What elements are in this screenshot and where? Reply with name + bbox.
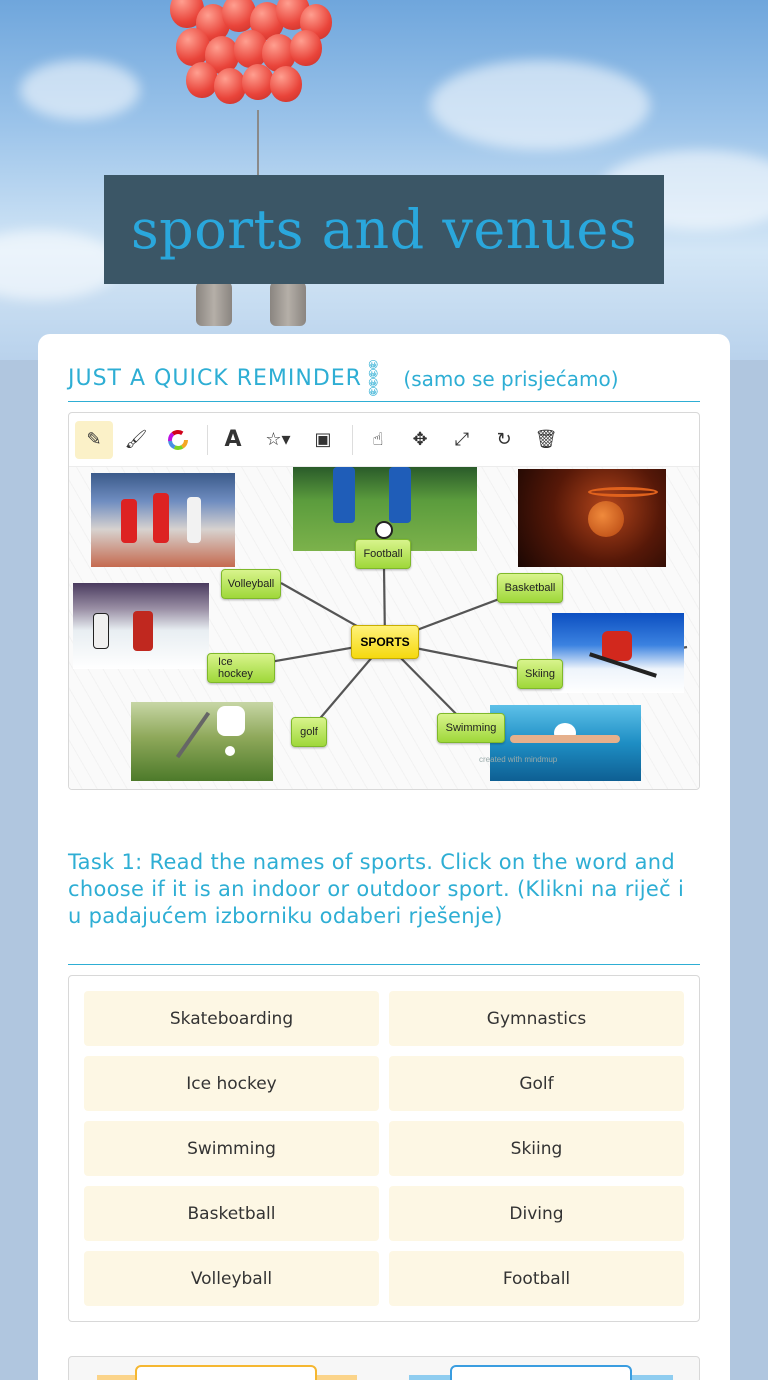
drawing-widget[interactable] — [68, 412, 700, 790]
image-icon[interactable]: ▣ — [314, 429, 332, 450]
sorting-area — [68, 1356, 700, 1380]
word-item-skateboarding[interactable]: Skateboarding — [84, 991, 379, 1046]
word-item-gymnastics[interactable]: Gymnastics — [389, 991, 684, 1046]
word-item-football[interactable]: Football — [389, 1251, 684, 1306]
node-golf[interactable]: golf — [291, 717, 327, 747]
smiley-icon: 😀 — [367, 386, 380, 398]
smiley-icon: 😀 — [367, 368, 380, 380]
word-item-basketball[interactable]: Basketball — [84, 1186, 379, 1241]
outdoor-bucket[interactable] — [450, 1365, 632, 1380]
mindmap-watermark: created with mindmup — [479, 755, 558, 764]
word-item-diving[interactable]: Diving — [389, 1186, 684, 1241]
move-icon[interactable]: ✥ — [412, 429, 428, 450]
node-ice-hockey[interactable]: Ice hockey — [207, 653, 275, 683]
expand-icon[interactable]: ⤢ — [454, 429, 470, 450]
node-volleyball[interactable]: Volleyball — [221, 569, 281, 599]
color-wheel-icon[interactable] — [159, 421, 197, 459]
task1-heading: Task 1: Read the names of sports. Click on the word and choose if it is an indoor or outdoor sport. (Klikni na riječ i u padajućem izborniku odaberi rješenje) — [68, 849, 700, 965]
indoor-bucket[interactable] — [135, 1365, 317, 1380]
word-item-ice-hockey[interactable]: Ice hockey — [84, 1056, 379, 1111]
toolbar-divider — [207, 425, 208, 455]
cloud — [20, 60, 140, 120]
node-sports-center[interactable]: SPORTS — [351, 625, 419, 659]
emoji-stack — [368, 361, 379, 397]
pencil-icon[interactable]: ✎ — [75, 421, 113, 459]
reminder-heading — [68, 356, 700, 402]
golf-photo — [131, 702, 273, 781]
text-icon[interactable]: A — [224, 427, 242, 452]
redo-icon[interactable]: ↻ — [496, 429, 512, 450]
basketball-photo — [518, 469, 666, 567]
word-item-swimming[interactable]: Swimming — [84, 1121, 379, 1176]
cloud — [0, 230, 120, 300]
volleyball-photo — [91, 473, 235, 567]
node-basketball[interactable]: Basketball — [497, 573, 563, 603]
reminder-subtitle: (samo se prisjećamo) — [403, 366, 619, 391]
mindmap-canvas[interactable] — [69, 467, 700, 790]
page-title: sports and venues — [130, 198, 638, 261]
elephant-leg — [270, 280, 306, 326]
page-title-box — [104, 175, 664, 284]
hand-icon[interactable]: ☝ — [372, 429, 384, 450]
brush-icon[interactable]: 🖌 — [124, 429, 148, 450]
toolbar-divider — [352, 425, 353, 455]
word-item-skiing[interactable]: Skiing — [389, 1121, 684, 1176]
skiing-photo — [552, 613, 684, 693]
elephant-leg — [196, 280, 232, 326]
cloud — [430, 60, 650, 150]
trash-icon[interactable]: 🗑 — [534, 429, 558, 450]
reminder-title: JUST A QUICK REMINDER — [68, 366, 362, 391]
smiley-icon: 😀 — [367, 377, 380, 389]
swimming-photo — [490, 705, 641, 781]
node-football[interactable]: Football — [355, 539, 411, 569]
smiley-icon: 😀 — [367, 359, 380, 371]
worksheet-card — [38, 334, 730, 1380]
word-item-volleyball[interactable]: Volleyball — [84, 1251, 379, 1306]
drawing-toolbar — [69, 413, 699, 467]
word-grid — [68, 975, 700, 1322]
star-icon[interactable]: ☆▾ — [265, 429, 291, 450]
node-skiing[interactable]: Skiing — [517, 659, 563, 689]
ice-hockey-photo — [73, 583, 209, 669]
node-swimming[interactable]: Swimming — [437, 713, 505, 743]
word-item-golf[interactable]: Golf — [389, 1056, 684, 1111]
